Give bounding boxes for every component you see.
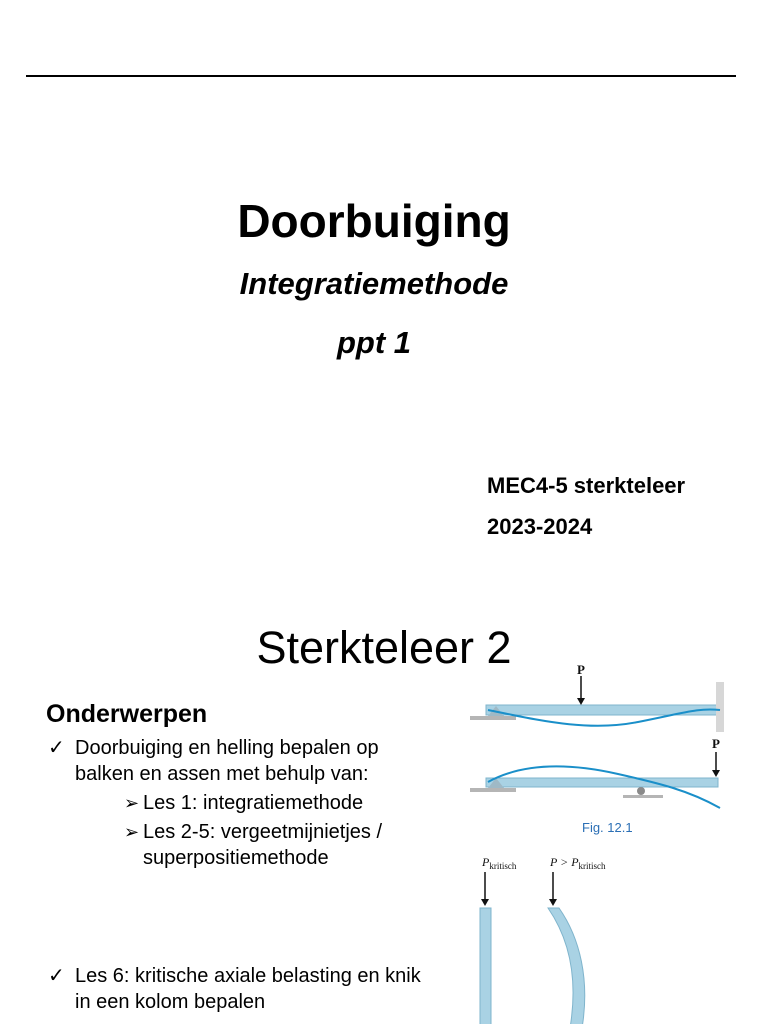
exceed-load-label: $P > P_{kritisch}$ bbox=[550, 855, 606, 871]
header-rule bbox=[26, 75, 736, 77]
buckled-column bbox=[548, 908, 585, 1024]
arrow-bullet-icon: ➢ bbox=[124, 793, 140, 813]
course-code: MEC4-5 sterkteleer bbox=[487, 473, 686, 498]
roller-support bbox=[637, 787, 645, 795]
load-label: P bbox=[712, 736, 720, 751]
course-info bbox=[487, 465, 685, 547]
load-arrowhead bbox=[481, 899, 489, 906]
topic-subitem bbox=[124, 790, 424, 816]
straight-column bbox=[480, 908, 491, 1024]
slide-ppt-number: ppt 1 bbox=[336, 325, 412, 360]
slide2-title: Sterkteleer 2 bbox=[256, 622, 512, 673]
critical-load-label: $P_{kritisch}$ bbox=[482, 855, 517, 871]
topic-bullet-text: Les 6: kritische axiale belasting en knik in een kolom bepalen bbox=[75, 965, 421, 1013]
beam-deflection-figure bbox=[458, 660, 758, 840]
topic-bullet-text: Doorbuiging en helling bepalen op balken en assen met behulp van: bbox=[75, 737, 379, 785]
column-buckling-figure bbox=[470, 850, 630, 1024]
beam-top bbox=[486, 705, 721, 715]
beam-bottom bbox=[486, 778, 718, 787]
academic-year: 2023-2024 bbox=[487, 514, 593, 539]
ground bbox=[470, 788, 516, 792]
topic-subitem-text: Les 2-5: vergeetmijnietjes / superpositiemethode bbox=[143, 821, 383, 869]
ground bbox=[470, 716, 516, 720]
checkmark-icon: ✓ bbox=[48, 965, 65, 987]
topics-heading: Onderwerpen bbox=[46, 700, 208, 728]
arrow-bullet-icon: ➢ bbox=[124, 822, 140, 842]
ground bbox=[623, 795, 663, 798]
figure-caption: Fig. 12.1 bbox=[582, 820, 633, 835]
load-arrowhead bbox=[549, 899, 557, 906]
topic-subitem-text: Les 1: integratiemethode bbox=[143, 792, 364, 814]
load-arrowhead bbox=[577, 698, 585, 705]
fixed-wall bbox=[716, 682, 724, 732]
topic-bullet bbox=[48, 963, 428, 1015]
checkmark-icon: ✓ bbox=[48, 737, 65, 759]
load-arrowhead bbox=[712, 770, 720, 777]
slide-subtitle: Integratiemethode bbox=[239, 266, 509, 301]
load-label: P bbox=[577, 662, 585, 677]
slide-title: Doorbuiging bbox=[237, 195, 511, 247]
topic-subitem bbox=[124, 819, 424, 871]
topic-bullet bbox=[48, 735, 418, 787]
